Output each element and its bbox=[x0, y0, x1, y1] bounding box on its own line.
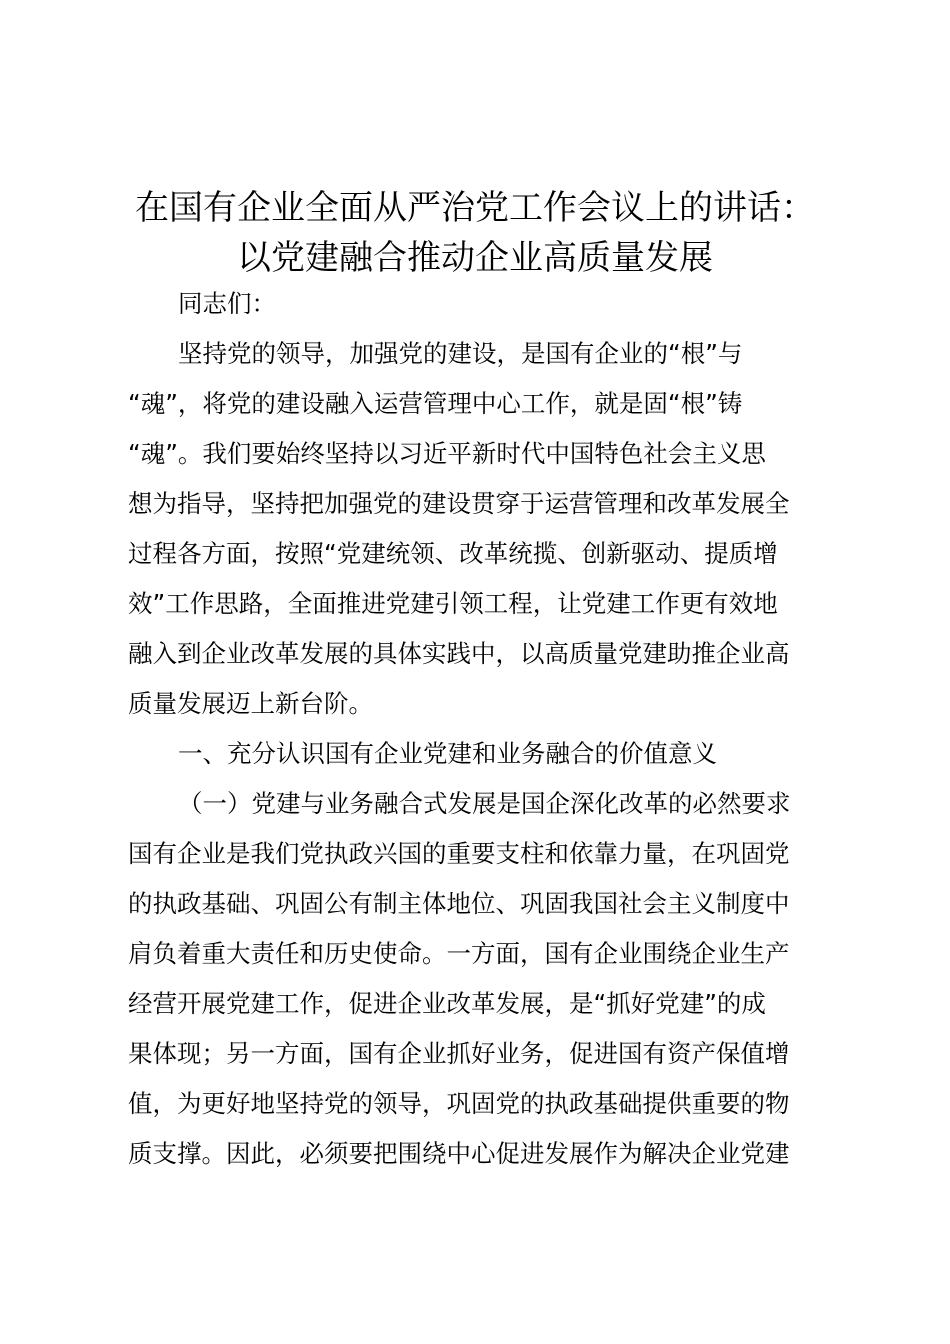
paragraph1-line: 效”工作思路，全面推进党建引领工程，让党建工作更有效地 bbox=[128, 589, 778, 618]
paragraph2-line: 经营开展党建工作，促进企业改革发展，是“抓好党建”的成 bbox=[128, 989, 766, 1018]
paragraph1-line: 想为指导，坚持把加强党的建设贯穿于运营管理和改革发展全 bbox=[128, 489, 790, 518]
paragraph2-line: 质支撑。因此，必须要把围绕中心促进发展作为解决企业党建 bbox=[128, 1139, 790, 1168]
paragraph1-line: “魂”，将党的建设融入运营管理中心工作，就是固“根”铸 bbox=[128, 389, 743, 418]
paragraph1-line: 过程各方面，按照“党建统领、改革统揽、创新驱动、提质增 bbox=[128, 539, 778, 568]
paragraph2-line: 国有企业是我们党执政兴国的重要支柱和依靠力量，在巩固党 bbox=[128, 839, 790, 868]
section-heading: 一、充分认识国有企业党建和业务融合的价值意义 bbox=[178, 739, 717, 768]
document-body bbox=[128, 279, 834, 1179]
paragraph2-line: 果体现；另一方面，国有企业抓好业务，促进国有资产保值增 bbox=[128, 1039, 790, 1068]
paragraph2-line: 的执政基础、巩固公有制主体地位、巩固我国社会主义制度中 bbox=[128, 889, 790, 918]
subsection-heading: （一）党建与业务融合式发展是国企深化改革的必然要求 bbox=[178, 789, 791, 818]
paragraph2-line: 值，为更好地坚持党的领导，巩固党的执政基础提供重要的物 bbox=[128, 1089, 790, 1118]
title-line-1: 在国有企业全面从严治党工作会议上的讲话： bbox=[135, 188, 815, 228]
paragraph2-line: 肩负着重大责任和历史使命。一方面，国有企业围绕企业生产 bbox=[128, 939, 790, 968]
paragraph1-line: 坚持党的领导，加强党的建设，是国有企业的“根”与 bbox=[178, 339, 743, 368]
title-line-2: 以党建融合推动企业高质量发展 bbox=[237, 238, 713, 278]
document-title bbox=[100, 183, 850, 283]
paragraph1-line: 质量发展迈上新台阶。 bbox=[128, 689, 373, 718]
greeting: 同志们： bbox=[178, 289, 276, 318]
paragraph1-line: “魂”。我们要始终坚持以习近平新时代中国特色社会主义思 bbox=[128, 439, 766, 468]
paragraph1-line: 融入到企业改革发展的具体实践中，以高质量党建助推企业高 bbox=[128, 639, 790, 668]
